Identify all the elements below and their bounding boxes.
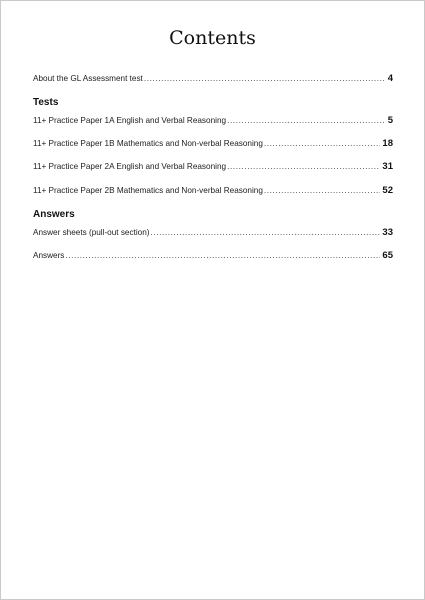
toc-entry-label: 11+ Practice Paper 2A English and Verbal Reasoning — [33, 162, 227, 171]
toc-entry-paper-1a[interactable] — [33, 115, 393, 129]
dot-leader — [151, 228, 381, 237]
toc-entry-answers[interactable] — [33, 250, 393, 264]
toc-entry-label: Answer sheets (pull-out section) — [33, 228, 150, 237]
dot-leader — [144, 74, 386, 83]
dot-leader — [264, 186, 381, 195]
toc-entry-label: 11+ Practice Paper 1B Mathematics and Non-verbal Reasoning — [33, 139, 263, 148]
toc-entry-label: About the GL Assessment test — [33, 74, 143, 83]
toc-entry-about[interactable] — [33, 73, 393, 87]
toc-entry-answer-sheets[interactable] — [33, 227, 393, 241]
toc-entry-label: Answers — [33, 251, 65, 260]
toc-page-number: 18 — [382, 138, 393, 149]
toc-entry-paper-2a[interactable] — [33, 161, 393, 175]
toc-page-number: 31 — [382, 161, 393, 172]
toc-page-number: 4 — [387, 73, 393, 84]
toc-entry-paper-1b[interactable] — [33, 138, 393, 152]
toc-page-number: 5 — [387, 115, 393, 126]
section-heading-tests: Tests — [33, 97, 59, 108]
toc-entry-label: 11+ Practice Paper 1A English and Verbal Reasoning — [33, 116, 227, 125]
dot-leader — [227, 162, 380, 171]
dot-leader — [227, 116, 386, 125]
toc-page-number: 52 — [382, 185, 393, 196]
page-title: Contents — [169, 27, 256, 49]
toc-page-number: 33 — [382, 227, 393, 238]
dot-leader — [65, 251, 380, 260]
toc-entry-paper-2b[interactable] — [33, 185, 393, 199]
dot-leader — [264, 139, 381, 148]
toc-page-number: 65 — [382, 250, 393, 261]
section-heading-answers: Answers — [33, 209, 75, 220]
toc-entry-label: 11+ Practice Paper 2B Mathematics and Non-verbal Reasoning — [33, 186, 263, 195]
